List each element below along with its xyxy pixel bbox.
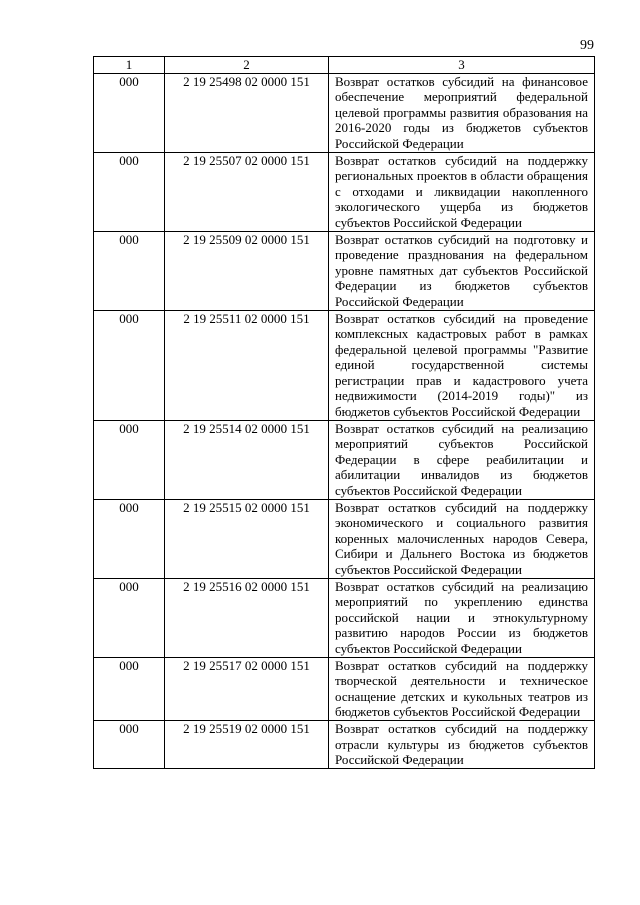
description-cell: Возврат остатков субсидий на подготовку и проведение празднования на федеральном уровне памятных дат субъектов Российской Федерации из бюджетов субъектов Российской Федерации xyxy=(329,231,595,310)
table-row xyxy=(94,73,595,152)
budget-code-cell: 2 19 25498 02 0000 151 xyxy=(165,73,329,152)
budget-code-cell: 2 19 25517 02 0000 151 xyxy=(165,657,329,720)
table-row xyxy=(94,310,595,420)
table-row xyxy=(94,657,595,720)
header-col-2: 2 xyxy=(165,57,329,74)
budget-codes-table xyxy=(93,56,595,769)
budget-code-cell: 2 19 25514 02 0000 151 xyxy=(165,420,329,499)
admin-code-cell: 000 xyxy=(94,499,165,578)
admin-code-cell: 000 xyxy=(94,420,165,499)
admin-code-cell: 000 xyxy=(94,310,165,420)
header-col-3: 3 xyxy=(329,57,595,74)
admin-code-cell: 000 xyxy=(94,231,165,310)
budget-code-cell: 2 19 25519 02 0000 151 xyxy=(165,720,329,768)
admin-code-cell: 000 xyxy=(94,578,165,657)
table-row xyxy=(94,720,595,768)
description-cell: Возврат остатков субсидий на реализацию мероприятий по укреплению единства российской нации и этнокультурному развитию народов России из бюджетов субъектов Российской Федерации xyxy=(329,578,595,657)
table-header-row xyxy=(94,57,595,74)
table-row xyxy=(94,231,595,310)
admin-code-cell: 000 xyxy=(94,152,165,231)
admin-code-cell: 000 xyxy=(94,720,165,768)
table-body xyxy=(94,57,595,769)
description-cell: Возврат остатков субсидий на проведение комплексных кадастровых работ в рамках федеральной целевой программы "Развитие единой государственной системы регистрации прав и кадастрового учета недвижимости (2014-2019 годы)" из бюджетов субъектов Российской Федерации xyxy=(329,310,595,420)
header-col-1: 1 xyxy=(94,57,165,74)
table-row xyxy=(94,152,595,231)
table-row xyxy=(94,499,595,578)
description-cell: Возврат остатков субсидий на поддержку региональных проектов в области обращения с отходами и ликвидации накопленного экологического ущерба из бюджетов субъектов Российской Федерации xyxy=(329,152,595,231)
description-cell: Возврат остатков субсидий на поддержку отрасли культуры из бюджетов субъектов Российской Федерации xyxy=(329,720,595,768)
description-cell: Возврат остатков субсидий на поддержку экономического и социального развития коренных малочисленных народов Севера, Сибири и Дальнего Востока из бюджетов субъектов Российской Федерации xyxy=(329,499,595,578)
table-row xyxy=(94,578,595,657)
budget-code-cell: 2 19 25507 02 0000 151 xyxy=(165,152,329,231)
description-cell: Возврат остатков субсидий на реализацию мероприятий субъектов Российской Федерации в сфере реабилитации и абилитации инвалидов из бюджетов субъектов Российской Федерации xyxy=(329,420,595,499)
table-row xyxy=(94,420,595,499)
description-cell: Возврат остатков субсидий на финансовое обеспечение мероприятий федеральной целевой программы развития образования на 2016-2020 годы из бюджетов субъектов Российской Федерации xyxy=(329,73,595,152)
description-cell: Возврат остатков субсидий на поддержку творческой деятельности и техническое оснащение детских и кукольных театров из бюджетов субъектов Российской Федерации xyxy=(329,657,595,720)
budget-code-cell: 2 19 25511 02 0000 151 xyxy=(165,310,329,420)
budget-code-cell: 2 19 25515 02 0000 151 xyxy=(165,499,329,578)
admin-code-cell: 000 xyxy=(94,657,165,720)
admin-code-cell: 000 xyxy=(94,73,165,152)
budget-code-cell: 2 19 25509 02 0000 151 xyxy=(165,231,329,310)
budget-code-cell: 2 19 25516 02 0000 151 xyxy=(165,578,329,657)
page-number: 99 xyxy=(580,38,594,53)
